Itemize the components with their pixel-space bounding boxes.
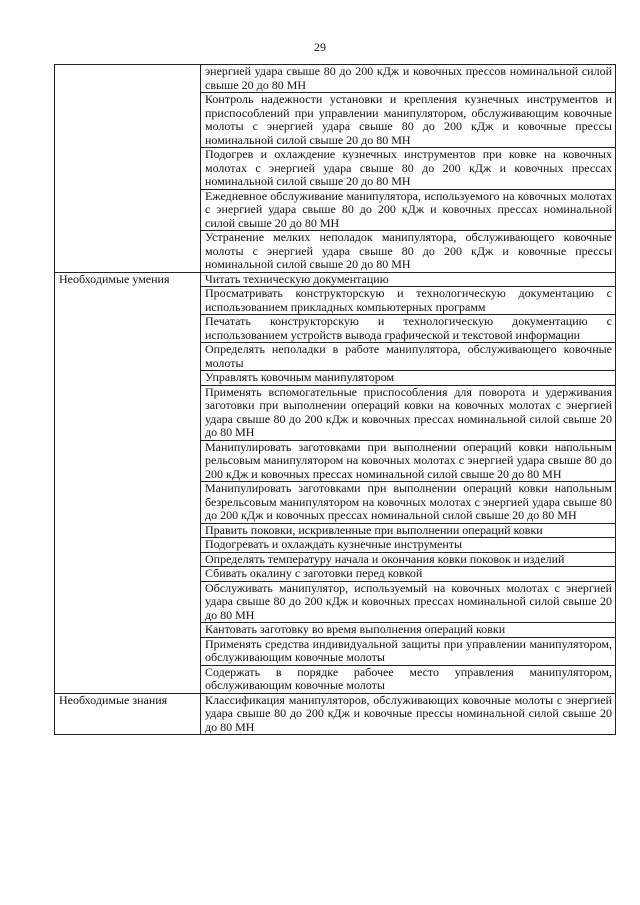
requirement-text: Контроль надежности установки и крепления кузнечных инструментов и приспособлений при управлении манипулятором, обслуживающим ковочные молоты с энергией удара свыше 80 до 200 кДж и ковочные прессы номинальной силой свыше 20 до 80 МН <box>205 92 612 147</box>
requirement-text: Просматривать конструкторскую и технологическую документацию с использованием прикладных компьютерных программ <box>205 286 612 314</box>
requirement-text: Ежедневное обслуживание манипулятора, используемого на ковочных молотах с энергией удара свыше 80 до 200 кДж и ковочных прессах номинальной силой свыше 20 до 80 МН <box>205 188 612 230</box>
requirement-cell <box>201 65 616 93</box>
requirement-text: Обслуживать манипулятор, используемый на ковочных молотах с энергией удара свыше 80 до 200 кДж и ковочных прессах номинальной силой свыше 20 до 80 МН <box>205 580 612 622</box>
requirement-text: Кантовать заготовку во время выполнения операций ковки <box>205 622 506 636</box>
requirement-text: Содержать в порядке рабочее место управления манипулятором, обслуживающим ковочные молоты <box>205 664 612 692</box>
requirement-cell <box>201 287 616 315</box>
requirement-cell <box>201 523 616 538</box>
requirement-text: Применять вспомогательные приспособления для поворота и удерживания заготовки при выполнении операций ковки на ковочных молотах с энергией удара свыше 80 до 200 кДж и ковочных прессах номинальной силой свыше 20 до 80 МН <box>205 384 612 439</box>
requirement-cell <box>201 272 616 287</box>
requirement-text: Управлять ковочным манипулятором <box>205 370 395 384</box>
requirement-cell <box>201 343 616 371</box>
requirement-cell <box>201 231 616 273</box>
requirement-cell <box>201 693 616 735</box>
requirement-text: Устранение мелких неполадок манипулятора, обслуживающего ковочные молоты с энергией удара свыше 80 до 200 кДж и ковочные прессы номинальной силой свыше 20 до 80 МН <box>205 230 612 271</box>
requirement-cell <box>201 567 616 582</box>
requirement-cell <box>201 637 616 665</box>
requirement-cell <box>201 385 616 440</box>
requirement-text: Манипулировать заготовками при выполнении операций ковки напольным рельсовым манипулятором на ковочных молотах с энергией удара свыше 80 до 200 кДж и ковочных прессах номинальной силой свыше 20 до 80 МН <box>205 439 612 481</box>
table-row <box>55 272 616 287</box>
page-number: 29 <box>314 40 326 54</box>
requirement-text: Читать техническую документацию <box>205 271 389 286</box>
category-cell: Необходимые умения <box>55 272 201 693</box>
requirement-cell <box>201 623 616 638</box>
requirement-text: Классификация манипуляторов, обслуживающих ковочные молоты с энергией удара свыше 80 до 200 кДж и ковочные прессы номинальной силой свыше 20 до 80 МН <box>205 692 612 734</box>
requirements-table <box>54 64 616 735</box>
requirement-cell <box>201 552 616 567</box>
table-row <box>55 693 616 735</box>
table-row <box>55 65 616 93</box>
requirement-text: Определять неполадки в работе манипулятора, обслуживающего ковочные молоты <box>205 342 612 370</box>
requirement-cell <box>201 371 616 386</box>
requirement-text: Печатать конструкторскую и технологическую документацию с использованием устройств вывода графической и текстовой информации <box>205 314 612 342</box>
requirement-cell <box>201 148 616 190</box>
requirement-cell <box>201 93 616 148</box>
requirement-cell <box>201 538 616 553</box>
requirement-text: Сбивать окалину с заготовки перед ковкой <box>205 566 423 580</box>
requirement-text: энергией удара свыше 80 до 200 кДж и ковочных прессов номинальной силой свыше 20 до 80 МН <box>205 64 612 92</box>
requirement-cell <box>201 189 616 231</box>
requirement-text: Подогревать и охлаждать кузнечные инструменты <box>205 537 463 551</box>
requirement-text: Править поковки, искривленные при выполнении операций ковки <box>205 522 543 537</box>
requirement-text: Манипулировать заготовками при выполнении операций ковки напольным безрельсовым манипулятором на ковочных молотах с энергией удара свыше 80 до 200 кДж и ковочных прессах номинальной силой свыше 20 до 80 МН <box>205 481 612 522</box>
requirement-cell <box>201 482 616 524</box>
category-cell: Необходимые знания <box>55 693 201 735</box>
requirement-cell <box>201 440 616 482</box>
requirement-cell <box>201 581 616 623</box>
requirement-text: Применять средства индивидуальной защиты при управлении манипулятором, обслуживающим ковочные молоты <box>205 636 612 664</box>
requirement-text: Подогрев и охлаждение кузнечных инструментов при ковке на ковочных молотах с энергией удара свыше 80 до 200 кДж и ковочных прессах номинальной силой свыше 20 до 80 МН <box>205 147 612 188</box>
category-cell <box>55 65 201 273</box>
requirement-text: Определять температуру начала и окончания ковки поковок и изделий <box>205 551 565 566</box>
requirement-cell <box>201 665 616 693</box>
requirement-cell <box>201 315 616 343</box>
